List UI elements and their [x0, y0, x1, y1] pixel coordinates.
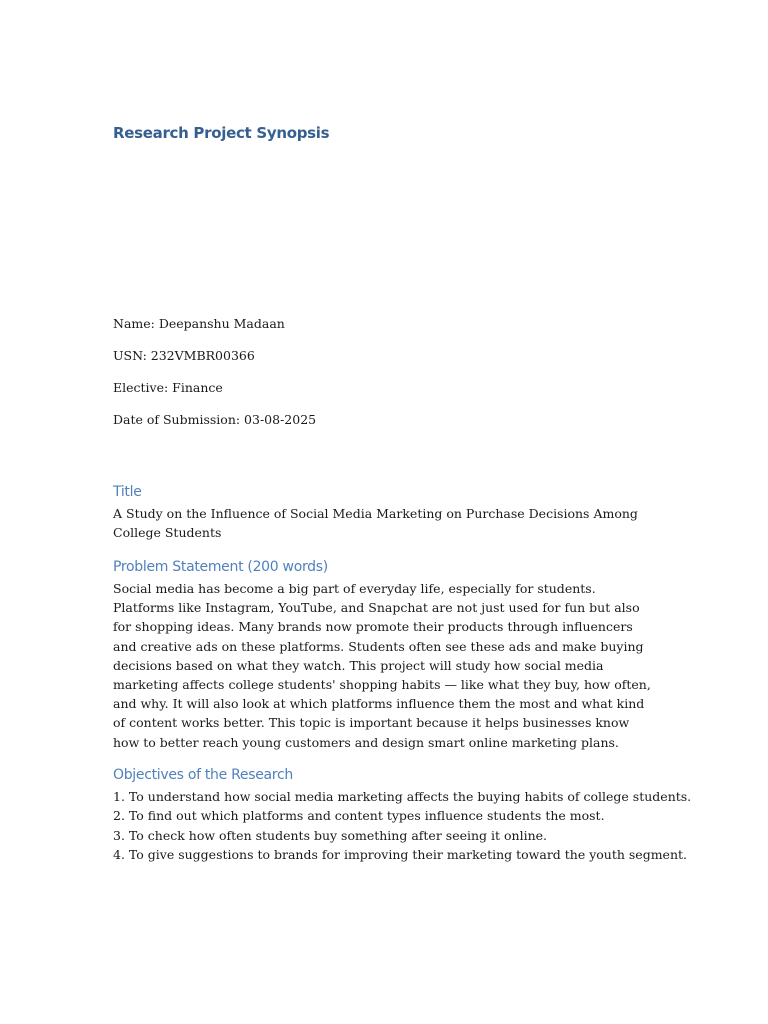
student-elective: Elective: Finance	[113, 380, 223, 395]
title-text: A Study on the Influence of Social Media Marketing on Purchase Decisions Among College Students	[113, 506, 638, 541]
title-heading: Title	[113, 484, 142, 500]
student-usn: USN: 232VMBR00366	[113, 348, 255, 363]
objective-item: 3. To check how often students buy something after seeing it online.	[113, 827, 548, 843]
problem-statement-text: Social media has become a big part of everyday life, especially for students. Platforms like Instagram, YouTube, and Snapchat are not just used for fun but also for shopping ideas. Many brands now promote their products through influencers and creative ads on these platforms. Students often see these ads and make buying decisions based on what they watch. This project will study how social media marketing affects college students' shopping habits — like what they buy, how often, and why. It will also look at which platforms influence them the most and what kind of content works better. This topic is important because it helps businesses know how to better reach young customers and design smart online marketing plans.	[113, 581, 651, 750]
objectives-list	[113, 787, 692, 865]
student-name: Name: Deepanshu Madaan	[113, 316, 285, 331]
objectives-section	[113, 765, 692, 865]
document-title: Research Project Synopsis	[113, 124, 330, 142]
objective-item: 2. To find out which platforms and content types influence students the most.	[113, 808, 605, 824]
problem-statement-heading: Problem Statement (200 words)	[113, 559, 328, 575]
problem-statement-section	[113, 557, 658, 752]
objectives-heading: Objectives of the Research	[113, 767, 293, 783]
title-section	[113, 482, 658, 542]
objective-item: 4. To give suggestions to brands for improving their marketing toward the youth segment.	[113, 847, 688, 863]
submission-date: Date of Submission: 03-08-2025	[113, 412, 317, 427]
objective-item: 1. To understand how social media marketing affects the buying habits of college students.	[113, 789, 692, 804]
student-details	[113, 315, 673, 443]
